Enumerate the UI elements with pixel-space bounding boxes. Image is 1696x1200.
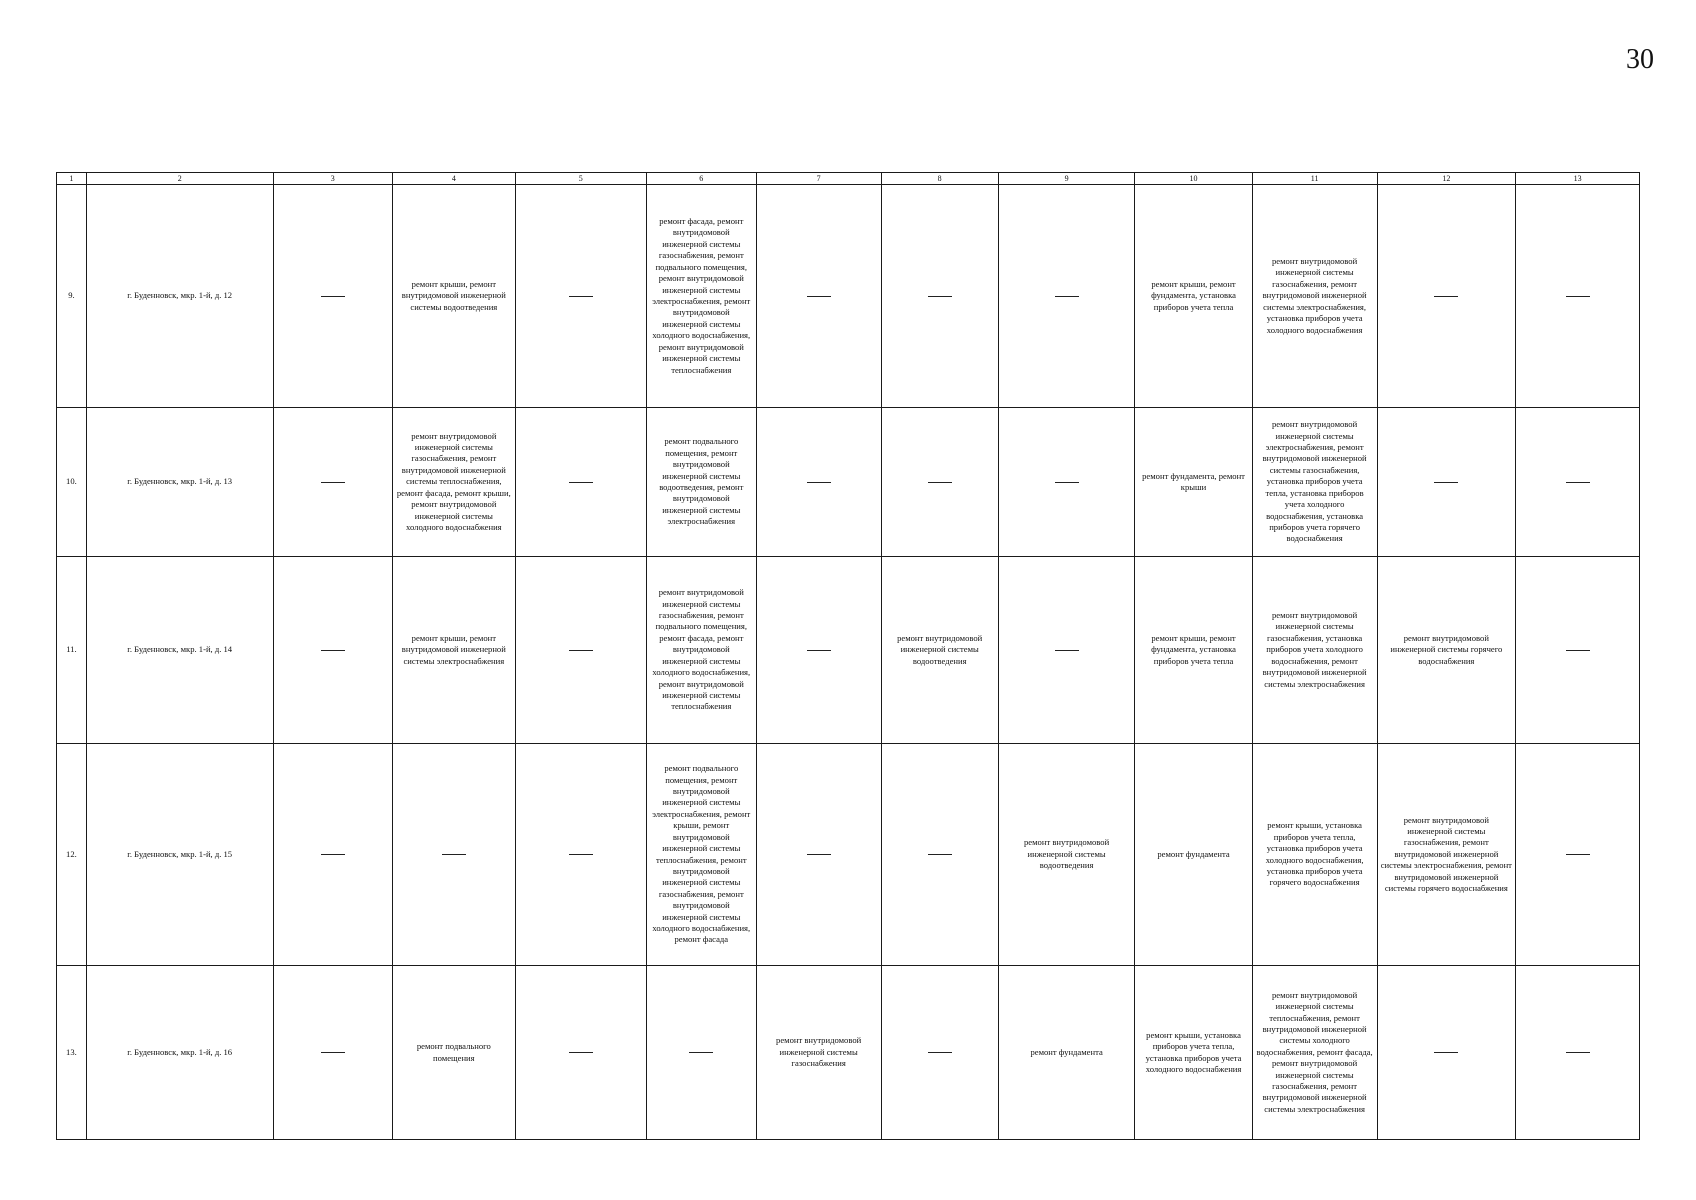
work-cell: ремонт внутридомовой инженерной системы теплоснабжения, ремонт внутридомовой инженерной системы холодного водоснабжения, ремонт фасада, ремонт внутридомовой инженерной системы газоснабжения, ремонт внутридомовой инженерной системы электроснабжения <box>1252 966 1377 1140</box>
empty-cell <box>515 966 646 1140</box>
dash-mark <box>928 482 952 483</box>
dash-mark <box>442 854 466 855</box>
column-number-row <box>57 173 1640 185</box>
column-header: 6 <box>646 173 756 185</box>
dash-mark <box>928 1052 952 1053</box>
address-cell: г. Буденновск, мкр. 1-й, д. 15 <box>86 744 273 966</box>
work-cell: ремонт крыши, ремонт внутридомовой инженерной системы водоотведения <box>393 185 516 408</box>
empty-cell <box>1377 185 1516 408</box>
dash-mark <box>807 296 831 297</box>
column-header: 1 <box>57 173 87 185</box>
dash-mark <box>1055 296 1079 297</box>
dash-mark <box>807 482 831 483</box>
empty-cell <box>881 744 998 966</box>
row-number: 12. <box>57 744 87 966</box>
column-header: 4 <box>393 173 516 185</box>
dash-mark <box>321 296 345 297</box>
dash-mark <box>569 1052 593 1053</box>
work-cell: ремонт внутридомовой инженерной системы водоотведения <box>881 557 998 744</box>
work-cell: ремонт внутридомовой инженерной системы газоснабжения, ремонт внутридомовой инженерной системы электроснабжения, ремонт внутридомовой инженерной системы горячего водоснабжения <box>1377 744 1516 966</box>
work-cell: ремонт внутридомовой инженерной системы горячего водоснабжения <box>1377 557 1516 744</box>
empty-cell <box>1377 408 1516 557</box>
empty-cell <box>273 966 392 1140</box>
row-number: 9. <box>57 185 87 408</box>
work-cell: ремонт подвального помещения, ремонт внутридомовой инженерной системы водоотведения, ремонт внутридомовой инженерной системы электроснабжения <box>646 408 756 557</box>
dash-mark <box>1434 1052 1458 1053</box>
column-header: 13 <box>1516 173 1640 185</box>
empty-cell <box>393 744 516 966</box>
work-cell: ремонт внутридомовой инженерной системы электроснабжения, ремонт внутридомовой инженерной системы газоснабжения, установка приборов учета тепла, установка приборов учета холодного водоснабжения, установка приборов учета горячего водоснабжения <box>1252 408 1377 557</box>
dash-mark <box>569 296 593 297</box>
dash-mark <box>928 854 952 855</box>
address-cell: г. Буденновск, мкр. 1-й, д. 13 <box>86 408 273 557</box>
work-cell: ремонт внутридомовой инженерной системы газоснабжения, ремонт подвального помещения, ремонт фасада, ремонт внутридомовой инженерной системы холодного водоснабжения, ремонт внутридомовой инженерной системы теплоснабжения <box>646 557 756 744</box>
empty-cell <box>756 744 881 966</box>
work-cell: ремонт внутридомовой инженерной системы газоснабжения, установка приборов учета холодного водоснабжения, ремонт внутридомовой инженерной системы электроснабжения <box>1252 557 1377 744</box>
dash-mark <box>1434 482 1458 483</box>
empty-cell <box>1516 185 1640 408</box>
empty-cell <box>881 966 998 1140</box>
dash-mark <box>807 650 831 651</box>
address-cell: г. Буденновск, мкр. 1-й, д. 14 <box>86 557 273 744</box>
empty-cell <box>756 185 881 408</box>
empty-cell <box>881 408 998 557</box>
table-row <box>57 557 1640 744</box>
row-number: 13. <box>57 966 87 1140</box>
empty-cell <box>998 185 1135 408</box>
empty-cell <box>515 557 646 744</box>
column-header: 9 <box>998 173 1135 185</box>
dash-mark <box>1566 1052 1590 1053</box>
work-cell: ремонт крыши, ремонт фундамента, установка приборов учета тепла <box>1135 185 1252 408</box>
dash-mark <box>1055 650 1079 651</box>
dash-mark <box>1566 854 1590 855</box>
empty-cell <box>1516 408 1640 557</box>
dash-mark <box>1055 482 1079 483</box>
dash-mark <box>569 650 593 651</box>
empty-cell <box>515 744 646 966</box>
dash-mark <box>1566 296 1590 297</box>
work-cell: ремонт внутридомовой инженерной системы газоснабжения <box>756 966 881 1140</box>
column-header: 3 <box>273 173 392 185</box>
work-cell: ремонт внутридомовой инженерной системы газоснабжения, ремонт внутридомовой инженерной системы теплоснабжения, ремонт фасада, ремонт крыши, ремонт внутридомовой инженерной системы холодного водоснабжения <box>393 408 516 557</box>
dash-mark <box>321 854 345 855</box>
dash-mark <box>569 482 593 483</box>
column-header: 7 <box>756 173 881 185</box>
dash-mark <box>928 296 952 297</box>
page-number: 30 <box>1626 44 1654 75</box>
dash-mark <box>689 1052 713 1053</box>
empty-cell <box>273 744 392 966</box>
empty-cell <box>273 408 392 557</box>
dash-mark <box>569 854 593 855</box>
empty-cell <box>273 185 392 408</box>
work-cell: ремонт крыши, ремонт внутридомовой инженерной системы электроснабжения <box>393 557 516 744</box>
work-cell: ремонт фундамента, ремонт крыши <box>1135 408 1252 557</box>
empty-cell <box>1516 966 1640 1140</box>
column-header: 2 <box>86 173 273 185</box>
dash-mark <box>1434 296 1458 297</box>
table-row <box>57 408 1640 557</box>
dash-mark <box>1566 650 1590 651</box>
empty-cell <box>646 966 756 1140</box>
work-cell: ремонт крыши, установка приборов учета тепла, установка приборов учета холодного водоснабжения <box>1135 966 1252 1140</box>
work-cell: ремонт фундамента <box>998 966 1135 1140</box>
column-header: 5 <box>515 173 646 185</box>
column-header: 10 <box>1135 173 1252 185</box>
work-cell: ремонт фундамента <box>1135 744 1252 966</box>
dash-mark <box>807 854 831 855</box>
work-cell: ремонт внутридомовой инженерной системы газоснабжения, ремонт внутридомовой инженерной системы электроснабжения, установка приборов учета холодного водоснабжения <box>1252 185 1377 408</box>
dash-mark <box>321 482 345 483</box>
empty-cell <box>1377 966 1516 1140</box>
empty-cell <box>998 557 1135 744</box>
empty-cell <box>515 408 646 557</box>
table-row <box>57 966 1640 1140</box>
work-cell: ремонт подвального помещения <box>393 966 516 1140</box>
empty-cell <box>881 185 998 408</box>
empty-cell <box>1516 557 1640 744</box>
column-header: 12 <box>1377 173 1516 185</box>
row-number: 11. <box>57 557 87 744</box>
column-header: 8 <box>881 173 998 185</box>
dash-mark <box>321 1052 345 1053</box>
empty-cell <box>273 557 392 744</box>
work-cell: ремонт фасада, ремонт внутридомовой инженерной системы газоснабжения, ремонт подвального помещения, ремонт внутридомовой инженерной системы электроснабжения, ремонт внутридомовой инженерной системы холодного водоснабжения, ремонт внутридомовой инженерной системы теплоснабжения <box>646 185 756 408</box>
work-cell: ремонт внутридомовой инженерной системы водоотведения <box>998 744 1135 966</box>
address-cell: г. Буденновск, мкр. 1-й, д. 12 <box>86 185 273 408</box>
empty-cell <box>998 408 1135 557</box>
empty-cell <box>515 185 646 408</box>
dash-mark <box>321 650 345 651</box>
empty-cell <box>756 557 881 744</box>
table-row <box>57 185 1640 408</box>
table-body <box>57 185 1640 1140</box>
work-cell: ремонт крыши, ремонт фундамента, установка приборов учета тепла <box>1135 557 1252 744</box>
row-number: 10. <box>57 408 87 557</box>
empty-cell <box>756 408 881 557</box>
work-cell: ремонт подвального помещения, ремонт внутридомовой инженерной системы электроснабжения, ремонт крыши, ремонт внутридомовой инженерной системы теплоснабжения, ремонт внутридомовой инженерной системы газоснабжения, ремонт внутридомовой инженерной системы холодного водоснабжения, ремонт фасада <box>646 744 756 966</box>
empty-cell <box>1516 744 1640 966</box>
dash-mark <box>1566 482 1590 483</box>
work-cell: ремонт крыши, установка приборов учета тепла, установка приборов учета холодного водоснабжения, установка приборов учета горячего водоснабжения <box>1252 744 1377 966</box>
repair-schedule-table <box>56 172 1640 1140</box>
column-header: 11 <box>1252 173 1377 185</box>
address-cell: г. Буденновск, мкр. 1-й, д. 16 <box>86 966 273 1140</box>
table-row <box>57 744 1640 966</box>
